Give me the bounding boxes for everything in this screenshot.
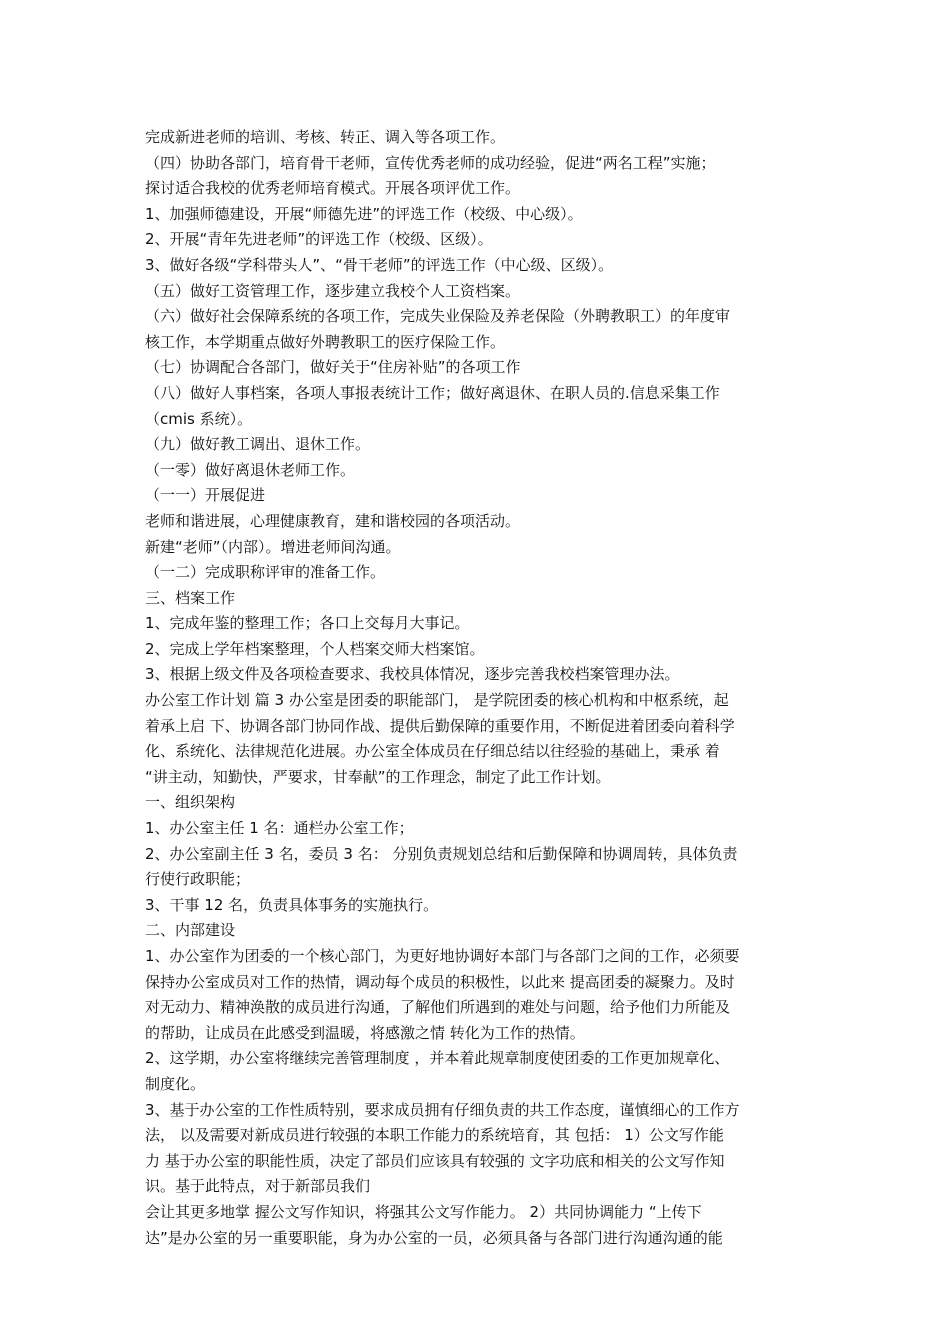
text-line: 达”是办公室的另一重要职能，身为办公室的一员，必须具备与各部门进行沟通沟通的能 <box>145 1228 723 1247</box>
text-line: （一二）完成职称评审的准备工作。 <box>145 563 386 582</box>
text-line: 完成新进老师的培训、考核、转正、调入等各项工作。 <box>145 128 506 146</box>
text-line: （cmis 系统）。 <box>145 409 253 428</box>
text-line: （六）做好社会保障系统的各项工作，完成失业保险及养老保险（外聘教职工）的年度审 <box>145 307 731 326</box>
text-line: 会让其更多地掌 握公文写作知识，将强其公文写作能力。 2）共同协调能力 “上传下 <box>145 1202 702 1221</box>
text-line: （八）做好人事档案，各项人事报表统计工作；做好离退休、在职人员的.信息采集工作 <box>145 383 720 402</box>
text-line: 3、根据上级文件及各项检查要求、我校具体情况，逐步完善我校档案管理办法。 <box>145 665 680 684</box>
text-line: 3、做好各级“学科带头人”、“骨干老师”的评选工作（中心级、区级）。 <box>145 255 614 274</box>
text-line: 核工作，本学期重点做好外聘教职工的医疗保险工作。 <box>145 332 506 351</box>
text-line: 1、办公室主任 1 名：通栏办公室工作； <box>145 819 414 838</box>
text-line: 2、办公室副主任 3 名，委员 3 名： 分别负责规划总结和后勤保障和协调周转，具体负责 <box>145 844 738 863</box>
text-line: 2、这学期，办公室将继续完善管理制度 ，并本着此规章制度使团委的工作更加规章化、 <box>145 1049 730 1068</box>
text-line: 2、完成上学年档案整理，个人档案交师大档案馆。 <box>145 639 485 658</box>
text-line: 化、系统化、法律规范化进展。办公室全体成员在仔细总结以往经验的基础上，秉承 着 <box>145 742 720 761</box>
text-line: “讲主动，知勤快，严要求，甘奉献”的工作理念，制定了此工作计划。 <box>145 767 611 786</box>
text-line: （一一）开展促进 <box>145 486 266 505</box>
section-heading: 三、档案工作 <box>145 588 236 607</box>
text-line: 3、基于办公室的工作性质特别，要求成员拥有仔细负责的共工作态度，谨慎细心的工作方 <box>145 1100 740 1119</box>
section-heading: 二、内部建设 <box>145 921 236 940</box>
text-line: 识。基于此特点，对于新部员我们 <box>145 1177 371 1196</box>
text-line: （四）协助各部门，培育骨干老师，宣传优秀老师的成功经验，促进“两名工程”实施； <box>145 153 716 172</box>
text-line: 的帮助，让成员在此感受到温暖，将感激之情 转化为工作的热情。 <box>145 1023 585 1042</box>
text-line: 2、开展“青年先进老师”的评选工作（校级、区级）。 <box>145 230 493 249</box>
text-line: （一零）做好离退休老师工作。 <box>145 460 356 479</box>
text-line: 1、加强师德建设，开展“师德先进”的评选工作（校级、中心级）。 <box>145 204 583 223</box>
text-line: 力 基于办公室的职能性质，决定了部员们应该具有较强的 文字功底和相关的公文写作知 <box>145 1151 725 1170</box>
text-line: 1、办公室作为团委的一个核心部门，为更好地协调好本部门与各部门之间的工作，必须要 <box>145 947 740 965</box>
text-line: 行使行政职能； <box>145 870 251 889</box>
text-line: 保持办公室成员对工作的热情，调动每个成员的积极性，以此来 提高团委的凝聚力。及时 <box>145 972 735 991</box>
text-line: 制度化。 <box>145 1074 206 1093</box>
text-line: （七）协调配合各部门，做好关于“住房补贴”的各项工作 <box>145 358 521 377</box>
text-line: （九）做好教工调出、退休工作。 <box>145 435 371 454</box>
text-line: 3、干事 12 名，负责具体事务的实施执行。 <box>145 895 439 914</box>
document-body <box>145 125 810 1251</box>
text-line: 着承上启 下、协调各部门协同作战、提供后勤保障的重要作用，不断促进着团委向着科学 <box>145 716 735 735</box>
text-line: 新建“老师”（内部）。增进老师间沟通。 <box>145 537 401 556</box>
section-heading: 一、组织架构 <box>145 793 236 812</box>
text-line: （五）做好工资管理工作，逐步建立我校个人工资档案。 <box>145 281 521 300</box>
text-line: 探讨适合我校的优秀老师培育模式。开展各项评优工作。 <box>145 179 521 198</box>
text-line: 1、完成年鉴的整理工作；各口上交每月大事记。 <box>145 614 470 633</box>
text-line: 法， 以及需要对新成员进行较强的本职工作能力的系统培育，其 包括： 1）公文写作能 <box>145 1126 724 1145</box>
text-line: 对无动力、精神涣散的成员进行沟通，了解他们所遇到的难处与问题，给予他们力所能及 <box>145 998 731 1017</box>
text-line: 办公室工作计划 篇 3 办公室是团委的职能部门， 是学院团委的核心机构和中枢系统，起 <box>145 691 729 710</box>
text-line: 老师和谐进展，心理健康教育，建和谐校园的各项活动。 <box>145 511 521 530</box>
